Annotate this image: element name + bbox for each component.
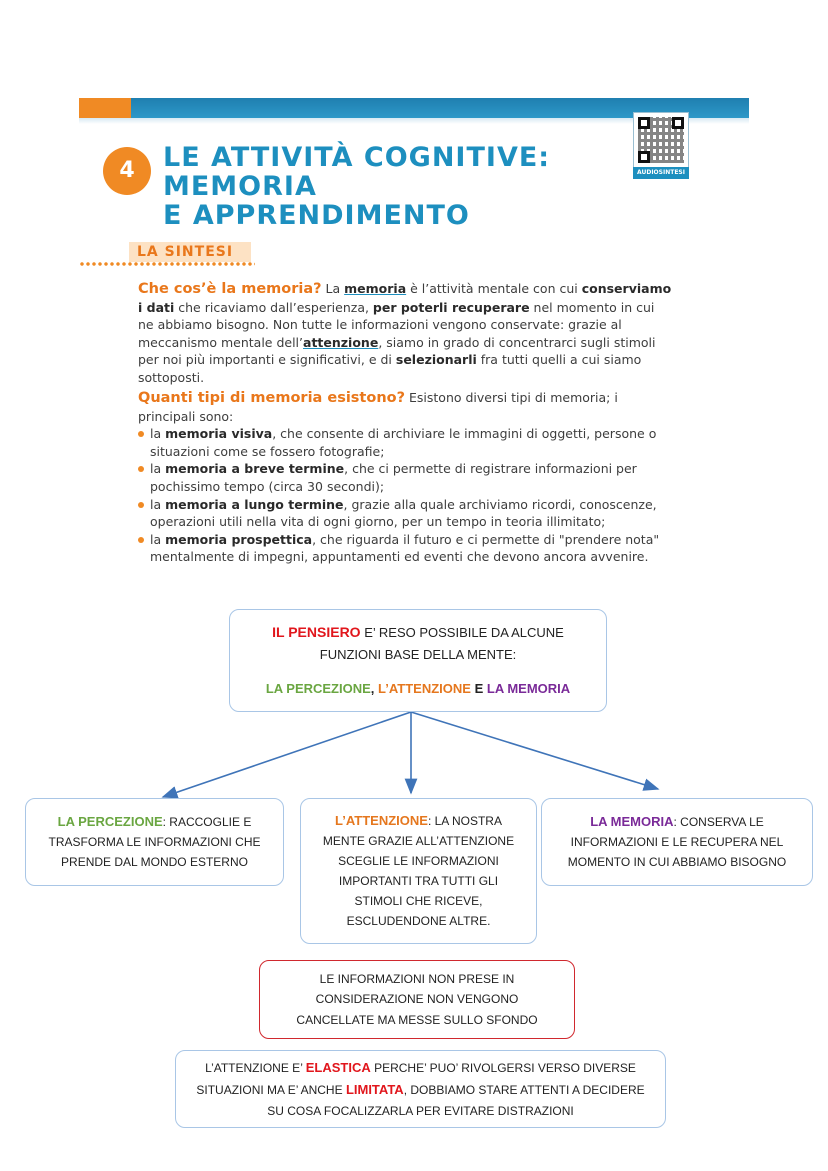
text: , DOBBIAMO STARE ATTENTI A DECIDERE SU COSA FOCALIZZARLA PER EVITARE DISTRAZIONI (267, 1082, 645, 1118)
text: la (150, 496, 166, 512)
keyword: L’ATTENZIONE (335, 813, 428, 828)
text: la (150, 531, 166, 547)
text: fra tutti quelli a cui siamo sottoposti. (138, 352, 642, 385)
chapter-number-badge: 4 (103, 147, 151, 195)
arrow-to-perception (163, 712, 411, 797)
text: , che ci permette di registrare informazioni per pochissimo tempo (circa 30 secondi); (150, 461, 637, 494)
text: nel momento in cui ne abbiamo bisogno. Non tutte le informazioni vengono conservate: grazie al meccanismo mentale dell’ (138, 299, 655, 350)
box-attention-text (301, 811, 536, 931)
title-line: LE ATTIVITÀ COGNITIVE: (163, 142, 551, 173)
text: che ricaviamo dall’esperienza, (174, 299, 373, 315)
keyword: LA MEMORIA (486, 681, 571, 696)
box-note-text: LE INFORMAZIONI NON PRESE IN CONSIDERAZIONE NON VENGONO CANCELLATE MA MESSE SULLO SFONDO (296, 971, 538, 1027)
box-elastic-text (176, 1057, 665, 1122)
question-heading: Che cos’è la memoria? (138, 281, 322, 297)
text: , grazie alla quale archiviamo ricordi, conoscenze, operazioni utili nella vita di ogni giorno, per un tempo in teoria illimitato; (150, 496, 657, 530)
keyword: memoria a lungo termine (165, 496, 344, 512)
keyword: conserviamo i dati (138, 281, 672, 315)
title-line: MEMORIA (163, 171, 317, 202)
keyword: memoria a breve termine (165, 461, 345, 477)
text: la (150, 461, 166, 477)
keyword: per poterli recuperare (372, 299, 530, 315)
qr-label: AUDIOSINTESI (633, 167, 689, 179)
box-perception (25, 798, 284, 886)
keyword: attenzione (303, 334, 379, 350)
box-thinking-functions (230, 678, 606, 700)
text: E (470, 681, 487, 696)
text: è l’attività mentale con cui (406, 281, 582, 296)
box-thinking-text (230, 621, 606, 666)
text: : RACCOGLIE E TRASFORMA LE INFORMAZIONI CHE PRENDE DAL MONDO ESTERNO (48, 815, 261, 869)
keyword: LA PERCEZIONE (265, 681, 371, 696)
text: , (370, 681, 379, 696)
text: E’ RESO POSSIBILE DA ALCUNE FUNZIONI BASE DELLA MENTE: (319, 625, 564, 662)
text: la (150, 426, 166, 442)
text: : LA NOSTRA MENTE GRAZIE ALL’ATTENZIONE SCEGLIE LE INFORMAZIONI IMPORTANTI TRA TUTTI GLI STIMOLI CHE RICEVE, ESCLUDENDONE ALTRE. (322, 814, 515, 928)
keyword: LA PERCEZIONE (57, 814, 163, 829)
keyword: ELASTICA (305, 1059, 371, 1075)
text: , siamo in grado di concentrarci sugli stimoli per noi più importanti e significativi, e di (138, 334, 656, 368)
keyword: memoria visiva (165, 426, 273, 442)
keyword: selezionarli (395, 352, 477, 368)
box-thinking (229, 609, 607, 712)
text: , che consente di archiviare le immagini di oggetti, persone o situazioni come se fossero fotografie; (150, 426, 657, 459)
keyword: memoria prospettica (165, 531, 313, 547)
box-memory (541, 798, 813, 886)
keyword: LIMITATA (345, 1081, 404, 1097)
box-memory-text (542, 812, 812, 872)
text: : CONSERVA LE INFORMAZIONI E LE RECUPERA NEL MOMENTO IN CUI ABBIAMO BISOGNO (567, 815, 787, 869)
arrow-to-memory (411, 712, 658, 789)
text: PERCHE’ PUO’ RIVOLGERSI VERSO DIVERSE SITUAZIONI MA E’ ANCHE (196, 1060, 636, 1097)
text: , che riguarda il futuro e ci permette di "prendere nota" mentalmente di impegni, appuntamenti ed eventi che devono ancora avvenire. (150, 531, 660, 565)
keyword: LA MEMORIA (590, 814, 674, 829)
title-line: E APPRENDIMENTO (163, 200, 470, 231)
question-heading: Quanti tipi di memoria esistono? (138, 390, 406, 406)
box-attention-elastic (175, 1050, 666, 1128)
text: La (321, 281, 345, 296)
text: Esistono diversi tipi di memoria; i principali sono: (138, 390, 618, 424)
keyword: memoria (344, 281, 407, 296)
box-perception-text (26, 812, 283, 872)
section-label: LA SINTESI (129, 242, 251, 262)
box-background-note (259, 960, 575, 1039)
keyword: L’ATTENZIONE (378, 681, 471, 696)
text: L’ATTENZIONE E’ (205, 1060, 306, 1075)
keyword: IL PENSIERO (272, 624, 361, 640)
box-attention (300, 798, 537, 944)
